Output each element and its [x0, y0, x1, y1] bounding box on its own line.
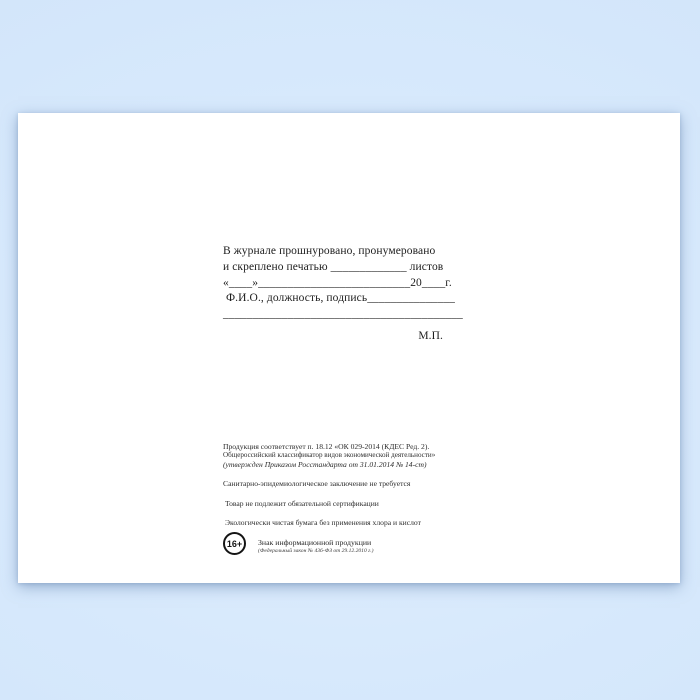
- compliance-line-3: (утвержден Приказом Росстандарта от 31.01.2014 № 14-ст): [223, 460, 427, 469]
- information-product-sign: [223, 532, 374, 555]
- journal-back-page: [18, 113, 680, 583]
- stamp-line-1: В журнале прошнуровано, пронумеровано: [223, 245, 436, 257]
- stamp-line-4: Ф.И.О., должность, подпись_______________: [226, 292, 455, 305]
- seal-place-label: М.П.: [418, 329, 443, 342]
- information-sign-title: Знак информационной продукции: [258, 538, 372, 547]
- compliance-line-2: Общероссийский классификатор видов экономической деятельности»: [223, 451, 436, 459]
- compliance-line-1: Продукция соответствует п. 18.12 «ОК 029-2014 (КДЕС Ред. 2).: [223, 442, 430, 451]
- certification-statement: Товар не подлежит обязательной сертификации: [225, 499, 379, 508]
- stamp-line-5: _________________________________________: [223, 308, 463, 321]
- sanitary-statement: Санитарно-эпидемиологическое заключение не требуется: [223, 479, 411, 488]
- age-rating-16plus-icon: 16+: [223, 532, 246, 555]
- binding-certification-block: [223, 244, 463, 345]
- ecology-statement: Экологически чистая бумага без применения хлора и кислот: [225, 518, 421, 527]
- stamp-line-3: «____»__________________________20____г.: [223, 276, 452, 289]
- information-sign-law-reference: (Федеральный закон № 436-ФЗ от 29.12.2010 г.): [258, 548, 374, 554]
- information-sign-text: [258, 532, 374, 554]
- stamp-line-2: и скреплено печатью _____________ листов: [223, 260, 444, 273]
